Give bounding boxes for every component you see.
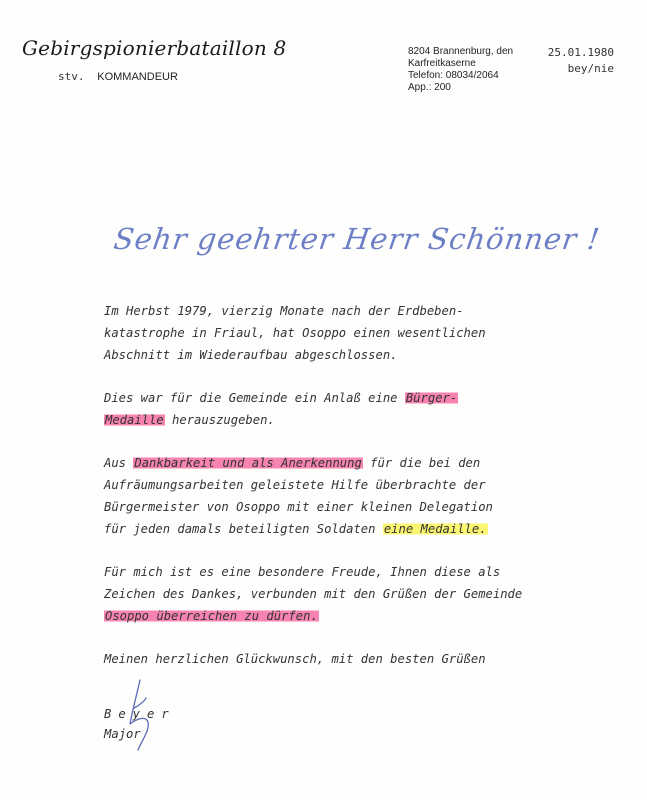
address-line: Telefon: 08034/2064 [408, 70, 499, 81]
body-text-segment: Dies war für die Gemeinde ein Anlaß eine [104, 391, 405, 405]
letterhead-stv: stv. [58, 70, 85, 83]
letterhead-kommandeur: KOMMANDEUR [97, 71, 178, 83]
body-line: Meinen herzlichen Glückwunsch, mit den besten Grüßen [104, 652, 486, 666]
body-line [104, 605, 604, 627]
body-line: Bürgermeister von Osoppo mit einer kleinen Delegation [104, 500, 493, 514]
body-line: Zeichen des Dankes, verbunden mit den Grüßen der Gemeinde [104, 587, 523, 601]
address-line: Karfreitkaserne [408, 58, 476, 69]
body-line [104, 387, 604, 409]
letter-body [104, 300, 604, 691]
body-line: Aufräumungsarbeiten geleistete Hilfe überbrachte der [104, 478, 486, 492]
address-line: App.: 200 [408, 82, 451, 93]
letterhead-role [58, 70, 178, 83]
address-line: 8204 Brannenburg, den [408, 46, 514, 57]
body-line [104, 452, 604, 474]
letter-date: 25.01.1980 [547, 46, 614, 59]
highlight-pink: Dankbarkeit und als Anerkennung [134, 456, 362, 470]
body-line: Im Herbst 1979, vierzig Monate nach der Erdbeben- [104, 304, 464, 318]
signature-block [104, 704, 176, 744]
highlight-pink: Medaille [105, 413, 164, 427]
highlight-pink: Bürger- [405, 391, 458, 405]
date-block [530, 45, 614, 77]
body-text-segment: herauszugeben. [164, 413, 275, 427]
paragraph-5 [104, 648, 604, 670]
letterhead-unit-name: Gebirgspionierbataillon 8 [22, 36, 287, 60]
body-line: katastrophe in Friaul, hat Osoppo einen wesentlichen [104, 326, 486, 340]
signer-name: Beyer [104, 707, 176, 721]
body-text-segment: für die bei den [362, 456, 481, 470]
paragraph-1 [104, 300, 604, 366]
body-line: Abschnitt im Wiederaufbau abgeschlossen. [104, 348, 398, 362]
sender-address [408, 46, 513, 94]
body-line [104, 409, 604, 431]
highlight-pink: Osoppo überreichen zu dürfen. [105, 609, 318, 623]
paragraph-2 [104, 387, 604, 431]
handwritten-salutation: Sehr geehrter Herr Schönner ! [111, 222, 603, 256]
body-text-segment: Aus [104, 456, 134, 470]
paragraph-4 [104, 561, 604, 627]
highlight-yellow: eine Medaille. [383, 522, 487, 536]
signer-rank: Major [104, 727, 141, 741]
paragraph-3 [104, 452, 604, 540]
body-line: Für mich ist es eine besondere Freude, Ihnen diese als [104, 565, 501, 579]
body-text-segment: für jeden damals beteiligten Soldaten [104, 522, 383, 536]
body-line [104, 518, 604, 540]
letter-reference: bey/nie [567, 62, 614, 75]
